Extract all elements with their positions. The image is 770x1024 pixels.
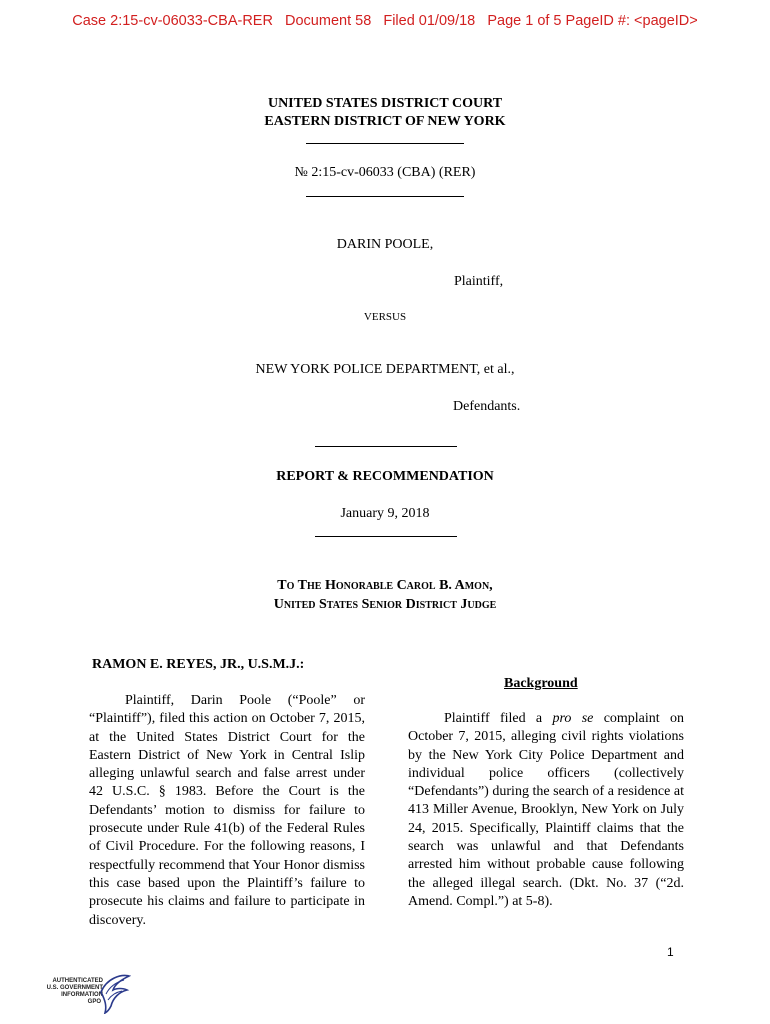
page-number: 1 [667,945,674,959]
background-paragraph [408,710,684,911]
gpo-line1: AUTHENTICATED [52,978,103,984]
court-name-line1: UNITED STATES DISTRICT COURT [267,96,503,111]
versus: VERSUS [363,311,407,323]
plaintiff-name: DARIN POOLE, [336,237,434,252]
divider [315,446,457,447]
gpo-authentication-logo [45,972,135,1016]
eagle-icon [97,972,131,1014]
plaintiff-role: Plaintiff, [454,274,504,289]
court-caption [0,95,770,131]
gpo-mark: GPO [87,999,101,1005]
background-text-rest: complaint on October 7, 2015, alleging civil rights violations by the New York City Police Department and individual police officers (collectively “Defendants”) during the search of a residence at 413 Miller Avenue, Brooklyn, New York on July 24, 2015. Specifically, Plaintiff claims that the search was unlawful and that Defendants arrested him without probable cause following the alleged illegal search. (Dkt. No. 37 (“2d. Amend. Compl.”) at 5-8). [408,711,684,909]
right-column [408,710,684,911]
defendant-name: NEW YORK POLICE DEPARTMENT, et al., [255,362,515,377]
divider [315,536,457,537]
addressee-line2: United States Senior District Judge [273,597,497,612]
defendant-role: Defendants. [453,399,521,414]
divider [306,143,464,144]
document-title: REPORT & RECOMMENDATION [276,469,494,484]
left-column [89,692,365,930]
case-header-stamp: Case 2:15-cv-06033-CBA-RER Document 58 Filed 01/09/18 Page 1 of 5 PageID #: <pageID> [72,13,698,29]
background-heading: Background [504,676,578,691]
court-name-line2: EASTERN DISTRICT OF NEW YORK [264,114,506,129]
pro-se-term: pro se [552,711,594,726]
addressee-line1: To The Honorable Carol B. Amon, [277,578,493,593]
gpo-line2: U.S. GOVERNMENT [46,985,103,991]
background-text-start: Plaintiff filed a [444,711,553,726]
intro-paragraph: Plaintiff, Darin Poole (“Poole” or “Plaintiff”), filed this action on October 7, 2015, at the United States District Court for the Eastern District of New York in Central Islip alleging unlawful search and false arrest under 42 U.S.C. § 1983. Before the Court is the Defendants’ motion to dismiss for failure to prosecute under Rule 41(b) of the Federal Rules of Civil Procedure. For the following reasons, I respectfully recommend that Your Honor dismiss this case based upon the Plaintiff’s failure to prosecute his claims and failure to participate in discovery. [89,693,365,928]
gpo-text [45,978,103,1006]
author-line: RAMON E. REYES, JR., U.S.M.J.: [92,657,305,672]
gpo-line3: INFORMATION [61,992,103,998]
document-date: January 9, 2018 [340,506,430,521]
addressee-block [0,576,770,614]
case-number: № 2:15-cv-06033 (CBA) (RER) [294,165,476,180]
divider [306,196,464,197]
